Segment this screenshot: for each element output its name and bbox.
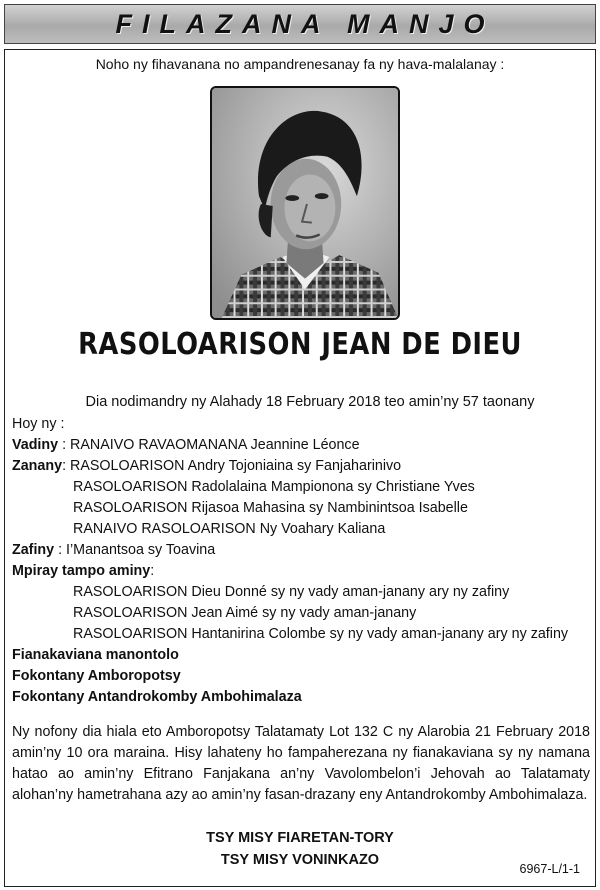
other-family-line: Fokontany Antandrokomby Ambohimalaza	[12, 689, 302, 705]
zafiny-value: I’Manantsoa sy Toavina	[66, 542, 216, 558]
family-list	[12, 414, 587, 708]
mpiray-item: RASOLOARISON Jean Aimé sy ny vady aman-janany	[73, 605, 417, 621]
zafiny-label: Zafiny	[12, 542, 55, 558]
other-family-line: Fianakaviana manontolo	[12, 647, 179, 663]
mpiray-line	[12, 561, 587, 582]
hoy-ny-line: Hoy ny :	[12, 416, 65, 432]
portrait-photo	[210, 86, 400, 320]
zanany-item: RANAIVO RASOLOARISON Ny Voahary Kaliana	[73, 521, 386, 537]
reference-code: 6967-L/1-1	[519, 862, 580, 876]
zanany-first: RASOLOARISON Andry Tojoniaina sy Fanjaharinivo	[70, 458, 402, 474]
closing-line-1: TSY MISY FIARETAN-TORY	[206, 830, 394, 846]
zanany-sep: :	[62, 458, 71, 474]
zafiny-sep: :	[54, 542, 67, 558]
mpiray-item: RASOLOARISON Dieu Donné sy ny vady aman-janany ary ny zafiny	[73, 584, 510, 600]
obituary-page	[4, 4, 594, 884]
funeral-details: Ny nofony dia hiala eto Amboropotsy Talatamaty Lot 132 C ny Alarobia 21 February 2018 amin’ny 10 ora maraina. Hisy lahateny ho fampaherezana ny fianakaviana sy ny namana hatao ao amin’ny Efitrano Fanjakana an’ny Vavolombelon’i Jehovah ao Talatamaty alohan’ny hametrahana azy ao amin’ny fasan-drazany eny Antandrokomby Ambohimalaza.	[12, 724, 590, 803]
zanany-item: RASOLOARISON Radolalaina Mampionona sy Christiane Yves	[73, 479, 475, 495]
zafiny-line	[12, 540, 587, 561]
other-family-line: Fokontany Amboropotsy	[12, 668, 181, 684]
mpiray-item: RASOLOARISON Hantanirina Colombe sy ny vady aman-janany ary ny zafiny	[73, 626, 569, 642]
portrait-icon	[212, 88, 398, 318]
zanany-line	[12, 456, 587, 477]
vadiny-sep: :	[58, 437, 71, 453]
deceased-name: RASOLOARISON JEAN DE DIEU	[78, 327, 522, 362]
vadiny-label: Vadiny	[12, 437, 59, 453]
zanany-item: RASOLOARISON Rijasoa Mahasina sy Nambinintsoa Isabelle	[73, 500, 468, 516]
header-banner	[4, 4, 596, 44]
header-title: FILAZANA MANJO	[115, 8, 495, 39]
mpiray-label: Mpiray tampo aminy	[12, 563, 151, 579]
vadiny-value: RANAIVO RAVAOMANANA Jeannine Léonce	[70, 437, 360, 453]
intro-text: Noho ny fihavanana no ampandrenesanay fa ny hava-malalanay :	[95, 56, 505, 72]
closing-line-2: TSY MISY VONINKAZO	[220, 852, 380, 868]
zanany-label: Zanany	[12, 458, 63, 474]
mpiray-sep: :	[150, 563, 155, 579]
vadiny-line	[12, 435, 587, 456]
death-announcement: Dia nodimandry ny Alahady 18 February 2018 teo amin’ny 57 taonany	[85, 394, 535, 410]
